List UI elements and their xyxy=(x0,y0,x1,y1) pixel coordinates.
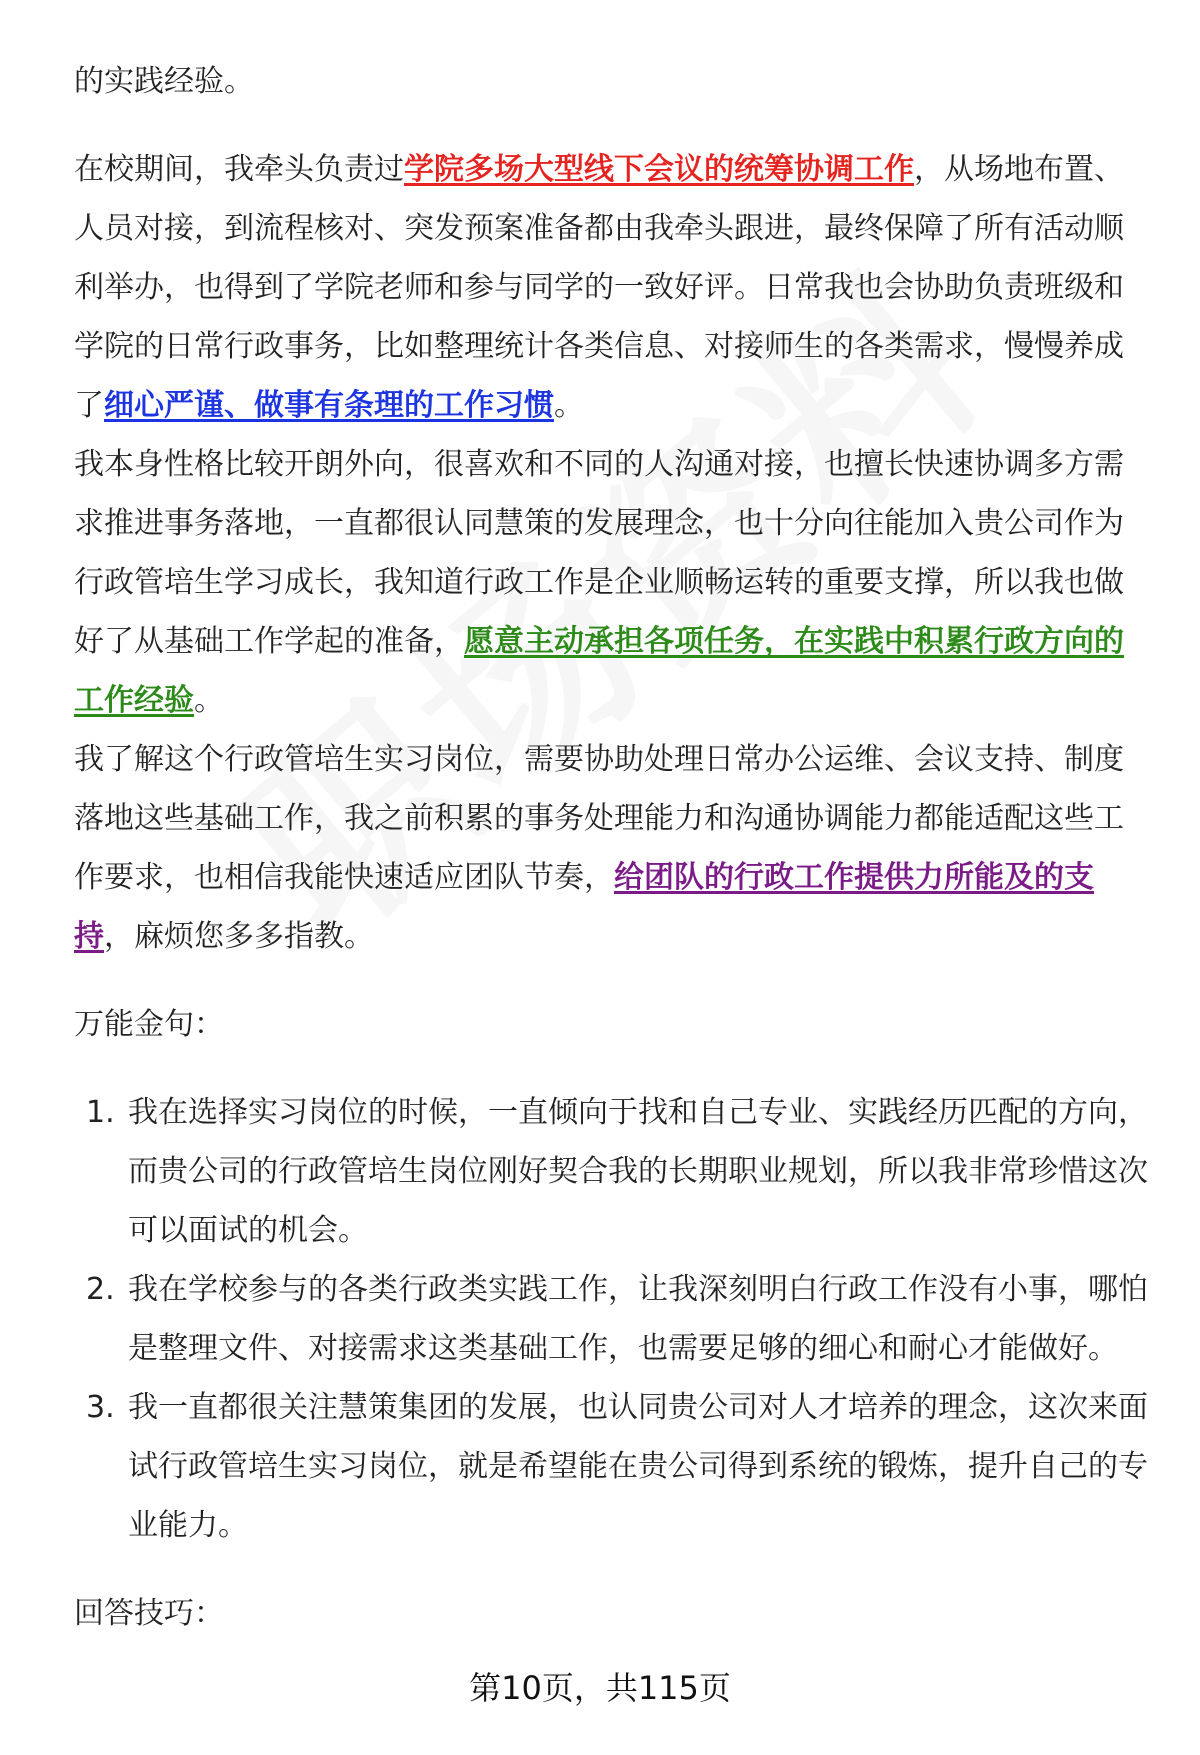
list-item-text: 我在学校参与的各类行政类实践工作，让我深刻明白行政工作没有小事，哪怕是整理文件、对接需求这类基础工作，也需要足够的细心和耐心才能做好。 xyxy=(128,1272,1148,1366)
highlight-red: 学院多场大型线下会议的统筹协调工作 xyxy=(404,152,914,187)
highlight-purple: 给团队的行政工作提供力所能及的支持 xyxy=(74,860,1094,954)
paragraph-text: ，麻烦您多多指教。 xyxy=(104,919,374,954)
paragraph-text: 。 xyxy=(194,683,224,718)
paragraph-text: ，从场地布置、人员对接，到流程核对、突发预案准备都由我牵头跟进，最终保障了所有活动顺利举办，也得到了学院老师和参与同学的一致好评。日常我也会协助负责班级和学院的日常行政事务，比如整理统计各类信息、对接师生的各类需求，慢慢养成了 xyxy=(74,152,1124,423)
page-number: 第10页，共115页 xyxy=(469,1669,731,1707)
golden-sentences-list xyxy=(74,1083,1148,1555)
answer-tips-heading: 回答技巧： xyxy=(74,1596,224,1631)
list-item-number: 2. xyxy=(86,1272,115,1307)
paragraph-text: 在校期间，我牵头负责过 xyxy=(74,152,404,187)
paragraph-text: 我了解这个行政管培生实习岗位，需要协助处理日常办公运维、会议支持、制度落地这些基础工作，我之前积累的事务处理能力和沟通协调能力都能适配这些工作要求，也相信我能快速适应团队节奏， xyxy=(74,742,1124,895)
list-item xyxy=(74,1378,1148,1555)
paragraph-personality xyxy=(74,435,1148,730)
paragraph-text: 。 xyxy=(554,388,584,423)
list-item xyxy=(74,1083,1148,1260)
list-item xyxy=(74,1260,1148,1378)
list-item-number: 1. xyxy=(86,1095,115,1130)
list-item-text: 我在选择实习岗位的时候，一直倾向于找和自己专业、实践经历匹配的方向，而贵公司的行政管培生岗位刚好契合我的长期职业规划，所以我非常珍惜这次可以面试的机会。 xyxy=(128,1095,1148,1248)
paragraph-role-understanding xyxy=(74,730,1148,966)
paragraph-continuation: 的实践经验。 xyxy=(74,64,254,99)
list-item-text: 我一直都很关注慧策集团的发展，也认同贵公司对人才培养的理念，这次来面试行政管培生实习岗位，就是希望能在贵公司得到系统的锻炼，提升自己的专业能力。 xyxy=(128,1390,1148,1543)
golden-sentences-heading: 万能金句： xyxy=(74,1007,224,1042)
highlight-blue: 细心严谨、做事有条理的工作习惯 xyxy=(104,388,554,423)
highlight-green: 愿意主动承担各项任务，在实践中积累行政方向的工作经验 xyxy=(74,624,1124,718)
paragraph-campus-experience xyxy=(74,140,1148,435)
list-item-number: 3. xyxy=(86,1390,115,1425)
paragraph-text: 我本身性格比较开朗外向，很喜欢和不同的人沟通对接，也擅长快速协调多方需求推进事务落地，一直都很认同慧策的发展理念，也十分向往能加入贵公司作为行政管培生学习成长，我知道行政工作是企业顺畅运转的重要支撑，所以我也做好了从基础工作学起的准备， xyxy=(74,447,1124,659)
document-body xyxy=(74,52,1148,1643)
